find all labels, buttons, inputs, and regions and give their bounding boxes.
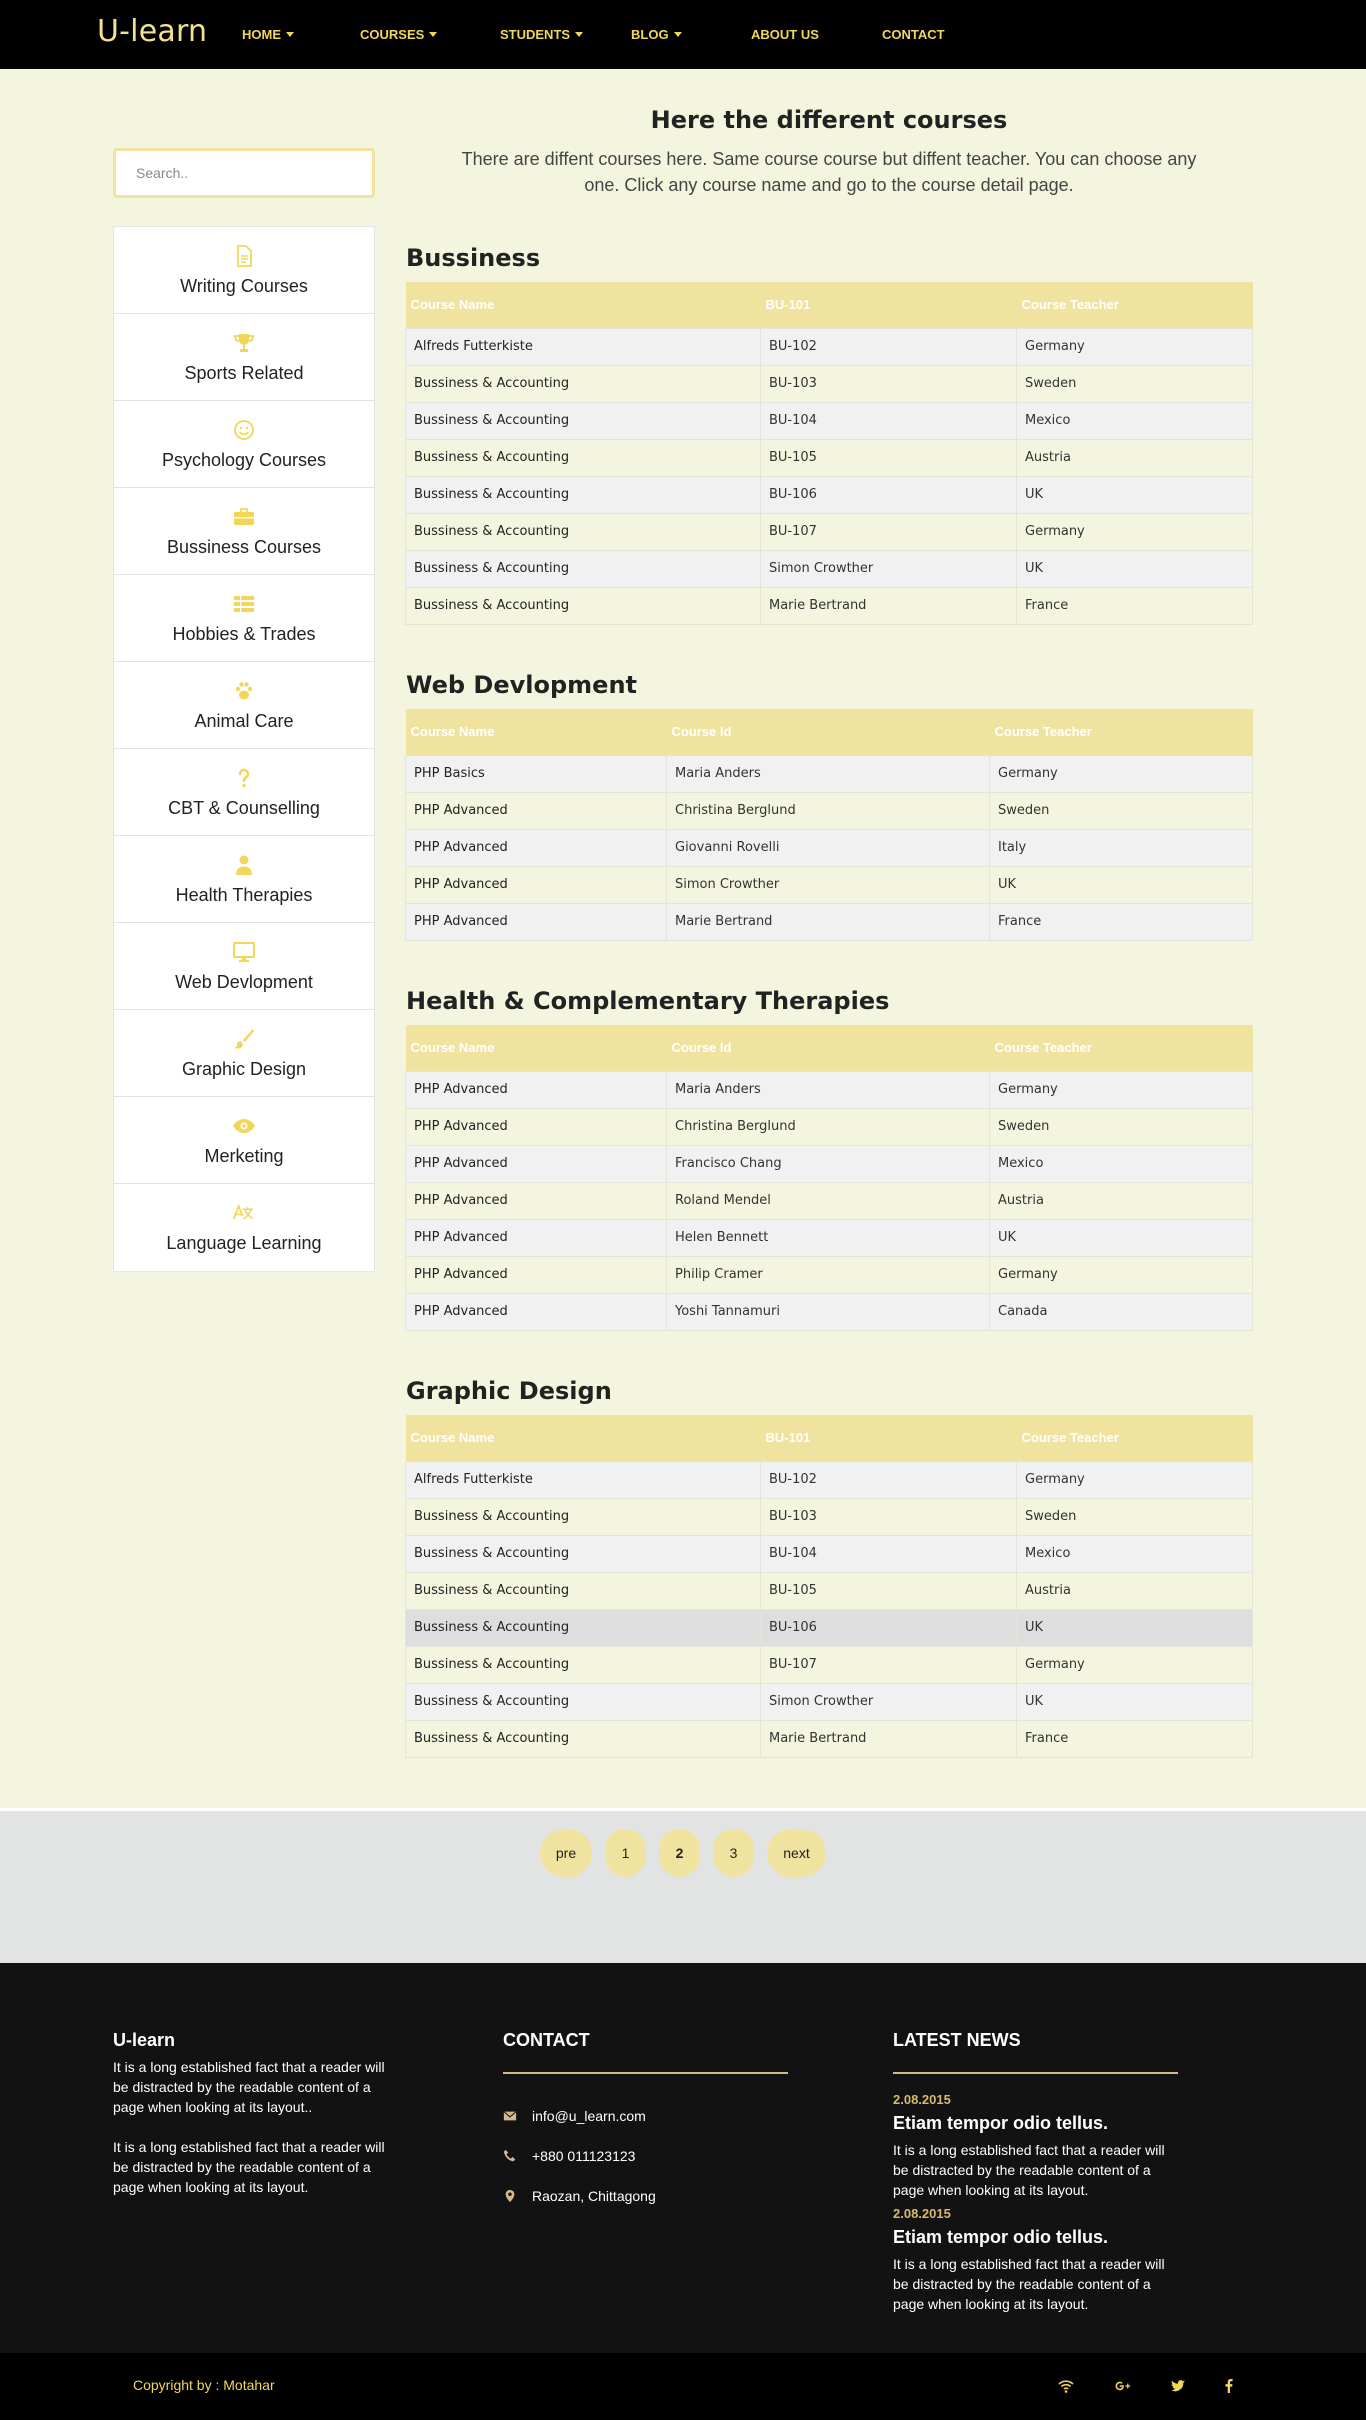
course-teacher-cell: Germany <box>1017 328 1253 365</box>
course-name-cell[interactable]: Bussiness & Accounting <box>406 1535 761 1572</box>
search-input[interactable] <box>113 148 375 198</box>
caret-down-icon <box>286 32 294 37</box>
course-table-health <box>405 1025 1253 1331</box>
column-header: Course Name <box>406 282 761 328</box>
column-header: Course Name <box>406 1415 761 1461</box>
smile-icon <box>232 418 256 442</box>
course-teacher-cell: UK <box>1017 550 1253 587</box>
table-row[interactable] <box>406 903 1253 940</box>
column-header: Course Id <box>667 709 990 755</box>
news-title[interactable]: Etiam tempor odio tellus. <box>893 2227 1109 2247</box>
course-name-cell[interactable]: PHP Advanced <box>406 792 667 829</box>
course-name-cell[interactable]: Bussiness & Accounting <box>406 550 761 587</box>
course-teacher-cell: Germany <box>1017 1646 1253 1683</box>
column-header: BU-101 <box>761 282 1017 328</box>
course-name-cell[interactable]: Bussiness & Accounting <box>406 1720 761 1757</box>
course-id-cell: Simon Crowther <box>761 550 1017 587</box>
caret-down-icon <box>575 32 583 37</box>
table-row[interactable] <box>406 1461 1253 1498</box>
course-teacher-cell: Sweden <box>1017 1498 1253 1535</box>
column-header: Course Name <box>406 709 667 755</box>
course-id-cell: Simon Crowther <box>761 1683 1017 1720</box>
user-icon <box>232 853 256 877</box>
course-id-cell: Yoshi Tannamuri <box>667 1293 990 1330</box>
category-health[interactable] <box>114 836 374 923</box>
briefcase-icon <box>232 505 256 529</box>
course-name-cell[interactable]: Bussiness & Accounting <box>406 1572 761 1609</box>
footer-about-title: U-learn <box>113 2030 176 2050</box>
course-name-cell[interactable]: Bussiness & Accounting <box>406 402 761 439</box>
column-header: BU-101 <box>761 1415 1017 1461</box>
category-label: Psychology Courses <box>161 449 327 470</box>
nav-home[interactable]: HOME <box>242 0 360 69</box>
course-id-cell: BU-104 <box>761 1535 1017 1572</box>
category-animal-care[interactable] <box>114 662 374 749</box>
category-label: Web Devlopment <box>175 971 313 992</box>
pagination-prev[interactable]: pre <box>540 1829 592 1877</box>
contact-address: Raozan, Chittagong <box>503 2176 788 2216</box>
course-name-cell[interactable]: PHP Advanced <box>406 1145 667 1182</box>
category-hobbies[interactable] <box>114 575 374 662</box>
course-name-cell[interactable]: PHP Advanced <box>406 1293 667 1330</box>
pagination-page-1[interactable]: 1 <box>605 1829 646 1877</box>
course-name-cell[interactable]: PHP Advanced <box>406 1182 667 1219</box>
news-date: 2.08.2015 <box>893 2092 951 2107</box>
course-teacher-cell: Sweden <box>1017 365 1253 402</box>
course-name-cell[interactable]: PHP Advanced <box>406 1071 667 1108</box>
table-row[interactable] <box>406 1108 1253 1145</box>
envelope-icon <box>503 2109 517 2123</box>
category-psychology[interactable] <box>114 401 374 488</box>
course-name-cell[interactable]: PHP Basics <box>406 755 667 792</box>
phone-icon <box>503 2149 517 2163</box>
course-teacher-cell: Austria <box>990 1182 1253 1219</box>
course-id-cell: Maria Anders <box>667 1071 990 1108</box>
course-teacher-cell: Mexico <box>990 1145 1253 1182</box>
course-id-cell: BU-103 <box>761 365 1017 402</box>
course-id-cell: Marie Bertrand <box>667 903 990 940</box>
section-title-graphic-design: Graphic Design <box>406 1377 612 1405</box>
contact-email[interactable]: info@u_learn.com <box>503 2096 788 2136</box>
table-row[interactable] <box>406 755 1253 792</box>
nav-students[interactable]: STUDENTS <box>500 0 631 69</box>
course-teacher-cell: France <box>990 903 1253 940</box>
google-plus-icon[interactable] <box>1112 2375 1134 2397</box>
nav-about[interactable]: ABOUT US <box>751 27 819 42</box>
table-row[interactable] <box>406 587 1253 624</box>
table-row[interactable] <box>406 439 1253 476</box>
course-id-cell: BU-107 <box>761 513 1017 550</box>
section-title-web-development: Web Devlopment <box>406 671 638 699</box>
table-row[interactable] <box>406 1256 1253 1293</box>
course-teacher-cell: Germany <box>990 755 1253 792</box>
table-row[interactable] <box>406 328 1253 365</box>
table-row[interactable] <box>406 513 1253 550</box>
pagination-page-2[interactable]: 2 <box>659 1829 700 1877</box>
course-id-cell: Christina Berglund <box>667 792 990 829</box>
course-name-cell[interactable]: PHP Advanced <box>406 829 667 866</box>
category-sports[interactable] <box>114 314 374 401</box>
pagination-next[interactable]: next <box>767 1829 826 1877</box>
footer-contact <box>503 2030 788 2216</box>
translate-icon <box>232 1201 256 1225</box>
course-teacher-cell: Germany <box>1017 513 1253 550</box>
course-teacher-cell: Sweden <box>990 1108 1253 1145</box>
category-business[interactable] <box>114 488 374 575</box>
course-table-business <box>405 282 1253 625</box>
table-row[interactable] <box>406 1720 1253 1757</box>
divider <box>503 2072 788 2074</box>
category-label: CBT & Counselling <box>168 797 320 818</box>
course-teacher-cell: Mexico <box>1017 402 1253 439</box>
nav-courses[interactable]: COURSES <box>360 0 500 69</box>
course-id-cell: Maria Anders <box>667 755 990 792</box>
table-row[interactable] <box>406 792 1253 829</box>
wifi-icon[interactable] <box>1055 2375 1077 2397</box>
category-web-development[interactable] <box>114 923 374 1010</box>
table-row[interactable] <box>406 1609 1253 1646</box>
category-list <box>113 226 375 1272</box>
table-row[interactable] <box>406 1646 1253 1683</box>
course-teacher-cell: Austria <box>1017 439 1253 476</box>
column-header: Course Id <box>667 1025 990 1071</box>
category-cbt[interactable] <box>114 749 374 836</box>
category-writing[interactable] <box>114 227 374 314</box>
course-name-cell[interactable]: Bussiness & Accounting <box>406 1683 761 1720</box>
news-text: It is a long established fact that a reader will be distracted by the readable content of a page when looking at its layout. <box>893 2142 1165 2198</box>
course-id-cell: Helen Bennett <box>667 1219 990 1256</box>
course-teacher-cell: Canada <box>990 1293 1253 1330</box>
course-name-cell[interactable]: PHP Advanced <box>406 1219 667 1256</box>
column-header: Course Teacher <box>990 1025 1253 1071</box>
course-id-cell: Christina Berglund <box>667 1108 990 1145</box>
caret-down-icon <box>429 32 437 37</box>
course-id-cell: Roland Mendel <box>667 1182 990 1219</box>
list-icon <box>232 592 256 616</box>
course-id-cell: BU-107 <box>761 1646 1017 1683</box>
category-label: Language Learning <box>166 1233 322 1253</box>
course-id-cell: BU-104 <box>761 402 1017 439</box>
course-name-cell[interactable]: PHP Advanced <box>406 866 667 903</box>
brand-logo[interactable]: U-learn <box>97 14 208 49</box>
news-date: 2.08.2015 <box>893 2206 951 2221</box>
bottom-bar <box>0 2353 1366 2420</box>
table-row[interactable] <box>406 1182 1253 1219</box>
course-teacher-cell: UK <box>990 1219 1253 1256</box>
pagination-page-3[interactable]: 3 <box>713 1829 754 1877</box>
course-teacher-cell: Germany <box>990 1256 1253 1293</box>
brush-icon <box>232 1027 256 1051</box>
monitor-icon <box>232 940 256 964</box>
footer-contact-title: CONTACT <box>503 2030 590 2050</box>
map-marker-icon <box>503 2189 517 2203</box>
main-menu <box>242 0 962 69</box>
course-teacher-cell: Italy <box>990 829 1253 866</box>
course-teacher-cell: UK <box>990 866 1253 903</box>
course-name-cell[interactable]: PHP Advanced <box>406 1256 667 1293</box>
section-title-business: Bussiness <box>406 244 541 272</box>
eye-icon <box>232 1114 256 1138</box>
course-name-cell[interactable]: Bussiness & Accounting <box>406 1646 761 1683</box>
page-title: Here the different courses <box>650 106 1008 134</box>
copyright: Copyright by : Motahar <box>133 2377 275 2393</box>
column-header: Course Name <box>406 1025 667 1071</box>
course-table-web-development <box>405 709 1253 941</box>
course-teacher-cell: Germany <box>990 1071 1253 1108</box>
question-icon <box>232 766 256 790</box>
course-id-cell: Simon Crowther <box>667 866 990 903</box>
facebook-icon[interactable] <box>1218 2375 1240 2397</box>
category-label: Health Therapies <box>175 884 313 905</box>
category-graphic-design[interactable] <box>114 1010 374 1097</box>
column-header: Course Teacher <box>1017 1415 1253 1461</box>
course-id-cell: Marie Bertrand <box>761 587 1017 624</box>
course-name-cell[interactable]: Bussiness & Accounting <box>406 587 761 624</box>
news-text: It is a long established fact that a reader will be distracted by the readable content of a page when looking at its layout. <box>893 2256 1165 2312</box>
course-id-cell: BU-103 <box>761 1498 1017 1535</box>
course-teacher-cell: Sweden <box>990 792 1253 829</box>
table-row[interactable] <box>406 866 1253 903</box>
course-name-cell[interactable]: Bussiness & Accounting <box>406 1498 761 1535</box>
course-teacher-cell: UK <box>1017 1609 1253 1646</box>
section-title-health: Health & Complementary Therapies <box>406 987 890 1015</box>
course-id-cell: BU-106 <box>761 476 1017 513</box>
top-navbar <box>0 0 1366 69</box>
document-icon <box>232 244 256 268</box>
trophy-icon <box>232 331 256 355</box>
paw-icon <box>232 679 256 703</box>
course-teacher-cell: UK <box>1017 476 1253 513</box>
footer-about-text: It is a long established fact that a reader will be distracted by the readable content of a page when looking at its layout.. <box>113 2059 385 2115</box>
category-label: Writing Courses <box>180 275 308 296</box>
course-id-cell: BU-105 <box>761 1572 1017 1609</box>
category-label: Merketing <box>204 1145 284 1166</box>
category-label: Bussiness Courses <box>166 536 322 557</box>
column-header: Course Teacher <box>1017 282 1253 328</box>
course-teacher-cell: Germany <box>1017 1461 1253 1498</box>
course-name-cell[interactable]: Alfreds Futterkiste <box>406 1461 761 1498</box>
table-row[interactable] <box>406 402 1253 439</box>
page-description: There are diffent courses here. Same course course but diffent teacher. You can choose any one. Click any course name and go to the course detail page. <box>461 149 1197 195</box>
course-id-cell: BU-102 <box>761 328 1017 365</box>
footer-about-text: It is a long established fact that a reader will be distracted by the readable content of a page when looking at its layout. <box>113 2139 385 2195</box>
category-label: Hobbies & Trades <box>172 623 316 644</box>
course-teacher-cell: Mexico <box>1017 1535 1253 1572</box>
table-row[interactable] <box>406 1683 1253 1720</box>
table-row[interactable] <box>406 1535 1253 1572</box>
nav-contact[interactable]: CONTACT <box>882 27 945 42</box>
pagination <box>0 1829 1366 1877</box>
table-row[interactable] <box>406 550 1253 587</box>
course-teacher-cell: UK <box>1017 1683 1253 1720</box>
course-teacher-cell: France <box>1017 587 1253 624</box>
category-language[interactable] <box>114 1184 374 1271</box>
table-row[interactable] <box>406 1572 1253 1609</box>
course-id-cell: BU-105 <box>761 439 1017 476</box>
category-marketing[interactable] <box>114 1097 374 1184</box>
news-title[interactable]: Etiam tempor odio tellus. <box>893 2113 1109 2133</box>
course-teacher-cell: France <box>1017 1720 1253 1757</box>
course-id-cell: Giovanni Rovelli <box>667 829 990 866</box>
table-row[interactable] <box>406 1293 1253 1330</box>
table-row[interactable] <box>406 1498 1253 1535</box>
course-name-cell[interactable]: PHP Advanced <box>406 1108 667 1145</box>
category-label: Sports Related <box>184 362 304 383</box>
course-id-cell: Marie Bertrand <box>761 1720 1017 1757</box>
table-row[interactable] <box>406 1219 1253 1256</box>
course-table-graphic-design <box>405 1415 1253 1758</box>
course-id-cell: BU-106 <box>761 1609 1017 1646</box>
table-row[interactable] <box>406 1145 1253 1182</box>
course-teacher-cell: Austria <box>1017 1572 1253 1609</box>
category-label: Animal Care <box>194 710 294 731</box>
course-id-cell: Francisco Chang <box>667 1145 990 1182</box>
divider <box>893 2072 1178 2074</box>
twitter-icon[interactable] <box>1167 2375 1189 2397</box>
column-header: Course Teacher <box>990 709 1253 755</box>
course-name-cell[interactable]: Bussiness & Accounting <box>406 476 761 513</box>
course-name-cell[interactable]: Alfreds Futterkiste <box>406 328 761 365</box>
table-row[interactable] <box>406 1071 1253 1108</box>
footer-news <box>893 2030 1178 2314</box>
category-label: Graphic Design <box>181 1058 307 1079</box>
course-name-cell[interactable]: PHP Advanced <box>406 903 667 940</box>
footer-about <box>113 2030 395 2197</box>
course-id-cell: Philip Cramer <box>667 1256 990 1293</box>
contact-phone[interactable]: +880 011123123 <box>503 2136 788 2176</box>
table-row[interactable] <box>406 476 1253 513</box>
course-name-cell[interactable]: Bussiness & Accounting <box>406 439 761 476</box>
course-name-cell[interactable]: Bussiness & Accounting <box>406 513 761 550</box>
course-name-cell[interactable]: Bussiness & Accounting <box>406 1609 761 1646</box>
table-row[interactable] <box>406 829 1253 866</box>
table-row[interactable] <box>406 365 1253 402</box>
nav-blog[interactable]: BLOG <box>631 0 751 69</box>
course-id-cell: BU-102 <box>761 1461 1017 1498</box>
caret-down-icon <box>674 32 682 37</box>
footer-news-title: LATEST NEWS <box>893 2030 1021 2050</box>
course-name-cell[interactable]: Bussiness & Accounting <box>406 365 761 402</box>
